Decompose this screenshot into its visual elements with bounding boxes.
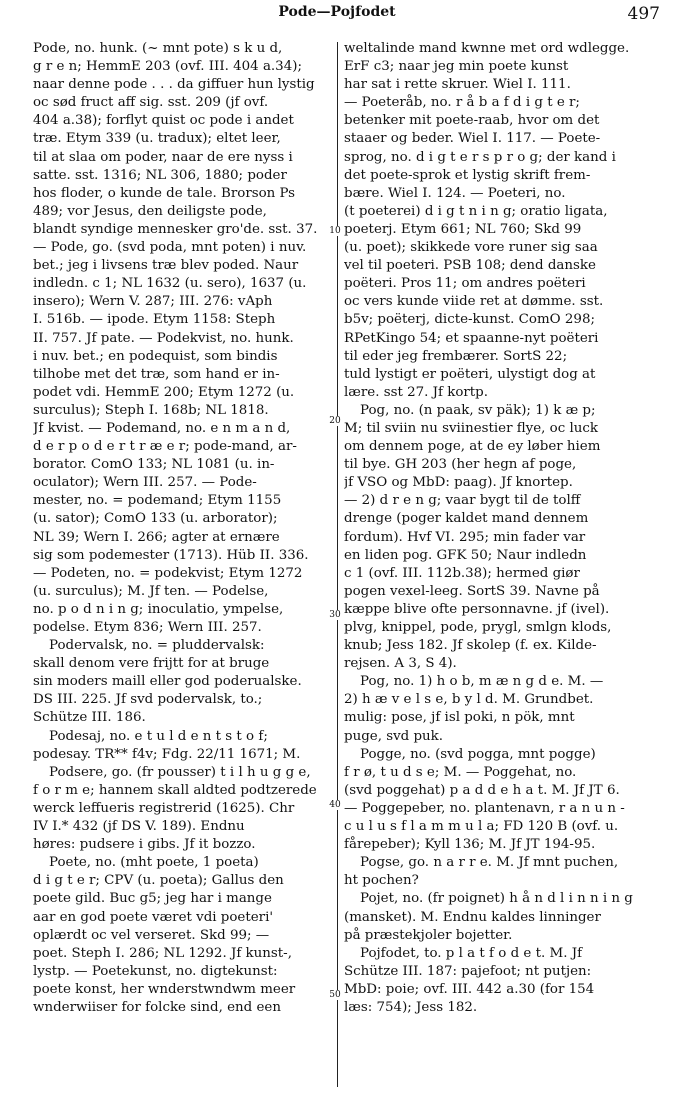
text-line: M; til sviin nu sviinestier flye, oc luck: [344, 420, 599, 436]
text-line: Poete, no. (mht poete, 1 poeta): [49, 855, 259, 871]
text-line: (u. sator); ComO 133 (u. arborator);: [33, 511, 278, 527]
text-line: c u l u s f l a m m u l a; FD 120 B (ovf. u.: [344, 819, 619, 835]
text-line: plvg, knippel, pode, prygl, smlgn klods,: [344, 620, 612, 635]
text-line: til at slaa om poder, naar de ere nyss i: [33, 149, 293, 165]
text-line: 2) h æ v e l s e, b y l d. M. Grundbet.: [344, 692, 594, 708]
text-line: skall denom vere frijtt for at bruge: [33, 656, 270, 672]
text-line: I. 516b. — ipode. Etym 1158: Steph: [33, 312, 276, 328]
text-line: fårepeber); Kyll 136; M. Jf JT 194-95.: [344, 837, 596, 853]
text-line: Pogge, no. (svd pogga, mnt pogge): [360, 746, 596, 762]
text-line: sig som podemester (1713). Hüb II. 336.: [33, 547, 309, 563]
text-line: aar en god poete været vdi poeteri': [33, 909, 274, 925]
text-line: (u. surculus); M. Jf ten. — Podelse,: [33, 583, 269, 599]
text-line: tuld lystigt er poëteri, ulystigt dog at: [344, 366, 596, 382]
running-head: Pode—Pojfodet: [278, 4, 396, 20]
right-column: [344, 40, 640, 1017]
text-line: IV I.* 432 (jf DS V. 189). Endnu: [33, 819, 245, 835]
line-number: 40: [326, 800, 344, 810]
text-line: weltalinde mand kwnne met ord wdlegge.: [344, 41, 630, 56]
text-line: indledn. c 1; NL 1632 (u. sero), 1637 (u.: [33, 276, 307, 292]
text-line: — Poeteråb, no. r å b a f d i g t e r;: [344, 95, 580, 111]
left-column: [33, 40, 329, 1017]
text-line: oc vers kunde viide ret at dømme. sst.: [344, 294, 604, 310]
text-line: i nuv. bet.; en podequist, som bindis: [33, 348, 278, 364]
text-line: jf VSO og MbD: paag). Jf knortep.: [344, 475, 573, 491]
text-line: ErF c3; naar jeg min poete kunst: [344, 59, 569, 75]
text-line: på præstekjoler bojetter.: [344, 927, 513, 943]
text-line: NL 39; Wern I. 266; agter at ernære: [33, 529, 280, 545]
text-line: blandt syndige mennesker gro'de. sst. 37.: [33, 221, 318, 237]
page-number: 497: [627, 4, 660, 24]
text-line: poete konst, her wnderstwndwm meer: [33, 981, 296, 997]
text-line: DS III. 225. Jf svd podervalsk, to.;: [33, 692, 263, 708]
text-line: f o r m e; hannem skall aldted podtzerede: [33, 782, 317, 798]
text-line: puge, svd puk.: [344, 728, 444, 744]
text-line: drenge (poger kaldet mand dennem: [344, 511, 589, 527]
text-line: en liden pog. GFK 50; Naur indledn: [344, 547, 587, 563]
text-line: oculator); Wern III. 257. — Pode-: [33, 475, 257, 491]
text-line: — Poggepeber, no. plantenavn, r a n u n -: [344, 800, 625, 816]
text-line: — 2) d r e n g; vaar bygt til de tolff: [344, 493, 581, 509]
column-divider: [337, 42, 338, 1087]
page-header: [0, 4, 674, 26]
text-line: sprog, no. d i g t e r s p r o g; der kand i: [344, 149, 616, 165]
text-line: borator. ComO 133; NL 1081 (u. in-: [33, 457, 275, 473]
text-line: podelse. Etym 836; Wern III. 257.: [33, 620, 262, 635]
text-line: — Pode, go. (svd poda, mnt poten) i nuv.: [33, 240, 307, 256]
text-line: bære. Wiel I. 124. — Poeteri, no.: [344, 185, 566, 201]
text-line: fordum). Hvf VI. 295; min fader var: [344, 529, 586, 545]
text-line: b5v; poëterj, dicte-kunst. ComO 298;: [344, 312, 595, 328]
text-line: poet. Steph I. 286; NL 1292. Jf kunst-,: [33, 945, 292, 961]
text-line: f r ø, t u d s e; M. — Poggehat, no.: [344, 764, 577, 780]
text-line: Pode, no. hunk. (~ mnt pote) s k u d,: [33, 41, 283, 56]
text-line: — Podeten, no. = podekvist; Etym 1272: [33, 565, 303, 581]
text-line: Pog, no. (n paak, sv päk); 1) k æ p;: [360, 402, 596, 418]
text-line: det poete-sprok et lystig skrift frem-: [344, 167, 591, 183]
text-line: mester, no. = podemand; Etym 1155: [33, 493, 282, 509]
text-line: (mansket). M. Endnu kaldes linninger: [344, 909, 601, 925]
text-line: oc sød fruct aff sig. sst. 209 (jf ovf.: [33, 95, 269, 111]
text-line: podesay. TR** f4v; Fdg. 22/11 1671; M.: [33, 746, 301, 762]
text-line: Podsere, go. (fr pousser) t i l h u g g e,: [49, 764, 311, 780]
text-line: mulig: pose, jf isl poki, n pök, mnt: [344, 710, 575, 726]
text-line: rejsen. A 3, S 4).: [344, 656, 457, 672]
text-line: høres: pudsere i gibs. Jf it bozzo.: [33, 837, 256, 853]
text-line: MbD: poie; ovf. III. 442 a.30 (for 154: [344, 981, 595, 997]
text-line: Pogse, go. n a r r e. M. Jf mnt puchen,: [360, 855, 619, 871]
line-number: 50: [326, 990, 344, 1000]
text-line: c 1 (ovf. III. 112b.38); hermed giør: [344, 565, 580, 581]
text-line: lystp. — Poetekunst, no. digtekunst:: [33, 963, 278, 979]
text-line: til bye. GH 203 (her hegn af poge,: [344, 457, 577, 473]
text-line: werck leffueris registrerid (1625). Chr: [33, 800, 295, 816]
text-line: ht pochen?: [344, 873, 419, 889]
text-line: (svd poggehat) p a d d e h a t. M. Jf JT 6.: [344, 782, 620, 798]
text-line: lære. sst 27. Jf kortp.: [344, 384, 489, 400]
text-line: II. 757. Jf pate. — Podekvist, no. hunk.: [33, 330, 294, 346]
text-line: RPetKingo 54; et spaanne-nyt poëteri: [344, 330, 599, 346]
text-line: Pojfodet, to. p l a t f o d e t. M. Jf: [360, 945, 583, 961]
text-line: Podervalsk, no. = pluddervalsk:: [49, 638, 265, 654]
text-line: kæppe blive ofte personnavne. jf (ivel).: [344, 601, 610, 617]
line-number: 20: [326, 416, 344, 426]
text-line: Pog, no. 1) h o b, m æ n g d e. M. —: [360, 674, 604, 690]
line-number: 30: [326, 610, 344, 620]
text-line: Jf kvist. — Podemand, no. e n m a n d,: [33, 420, 291, 436]
text-line: vel til poeteri. PSB 108; dend danske: [344, 258, 596, 274]
text-line: naar denne pode . . . da giffuer hun lystig: [33, 77, 315, 93]
text-line: d i g t e r; CPV (u. poeta); Gallus den: [33, 873, 284, 889]
text-line: læs: 754); Jess 182.: [344, 999, 478, 1015]
text-line: bet.; jeg i livsens træ blev poded. Naur: [33, 258, 299, 274]
text-line: podet vdi. HemmE 200; Etym 1272 (u.: [33, 384, 295, 400]
text-line: poeterj. Etym 661; NL 760; Skd 99: [344, 221, 582, 237]
text-line: g r e n; HemmE 203 (ovf. III. 404 a.34);: [33, 59, 302, 75]
text-line: pogen vexel-leeg. SortS 39. Navne på: [344, 583, 600, 599]
text-line: træ. Etym 339 (u. tradux); eltet leer,: [33, 131, 281, 147]
text-line: staaer og beder. Wiel I. 117. — Poete-: [344, 131, 601, 147]
text-line: poete gild. Buc g5; jeg har i mange: [33, 891, 272, 907]
text-line: (t poeterei) d i g t n i n g; oratio ligata,: [344, 203, 608, 219]
text-line: Podesaj, no. e t u l d e n t s t o f;: [49, 728, 268, 744]
text-line: satte. sst. 1316; NL 306, 1880; poder: [33, 167, 287, 183]
text-line: insero); Wern V. 287; III. 276: vAph: [33, 294, 273, 310]
text-line: betenker mit poete-raab, hvor om det: [344, 113, 600, 129]
text-line: sin moders maill eller god poderualske.: [33, 674, 302, 690]
text-line: Pojet, no. (fr poignet) h å n d l i n n i n g: [360, 891, 633, 907]
text-line: wnderwiiser for folcke sind, end een: [33, 999, 281, 1015]
text-line: (u. poet); skikkede vore runer sig saa: [344, 240, 598, 256]
text-line: oplærdt oc vel verseret. Skd 99; —: [33, 927, 270, 943]
text-line: 489; vor Jesus, den deiligste pode,: [33, 203, 267, 219]
text-line: tilhobe met det træ, som hand er in-: [33, 366, 280, 382]
text-line: om dennem poge, at de ey løber hiem: [344, 439, 601, 455]
text-line: har sat i rette skruer. Wiel I. 111.: [344, 77, 571, 93]
text-line: Schütze III. 186.: [33, 710, 146, 726]
text-line: no. p o d n i n g; inoculatio, ympelse,: [33, 601, 284, 617]
text-line: Schütze III. 187: pajefoot; nt putjen:: [344, 963, 592, 979]
text-line: d e r p o d e r t r æ e r; pode-mand, ar-: [33, 439, 297, 455]
text-line: til eder jeg frembærer. SortS 22;: [344, 348, 568, 364]
text-line: surculus); Steph I. 168b; NL 1818.: [33, 402, 269, 418]
text-line: knub; Jess 182. Jf skolep (f. ex. Kilde-: [344, 638, 597, 654]
text-line: hos floder, o kunde de tale. Brorson Ps: [33, 185, 296, 201]
text-line: 404 a.38); forflyt quist oc pode i andet: [33, 113, 294, 129]
line-number: 10: [326, 226, 344, 236]
text-line: poëteri. Pros 11; om andres poëteri: [344, 276, 586, 292]
